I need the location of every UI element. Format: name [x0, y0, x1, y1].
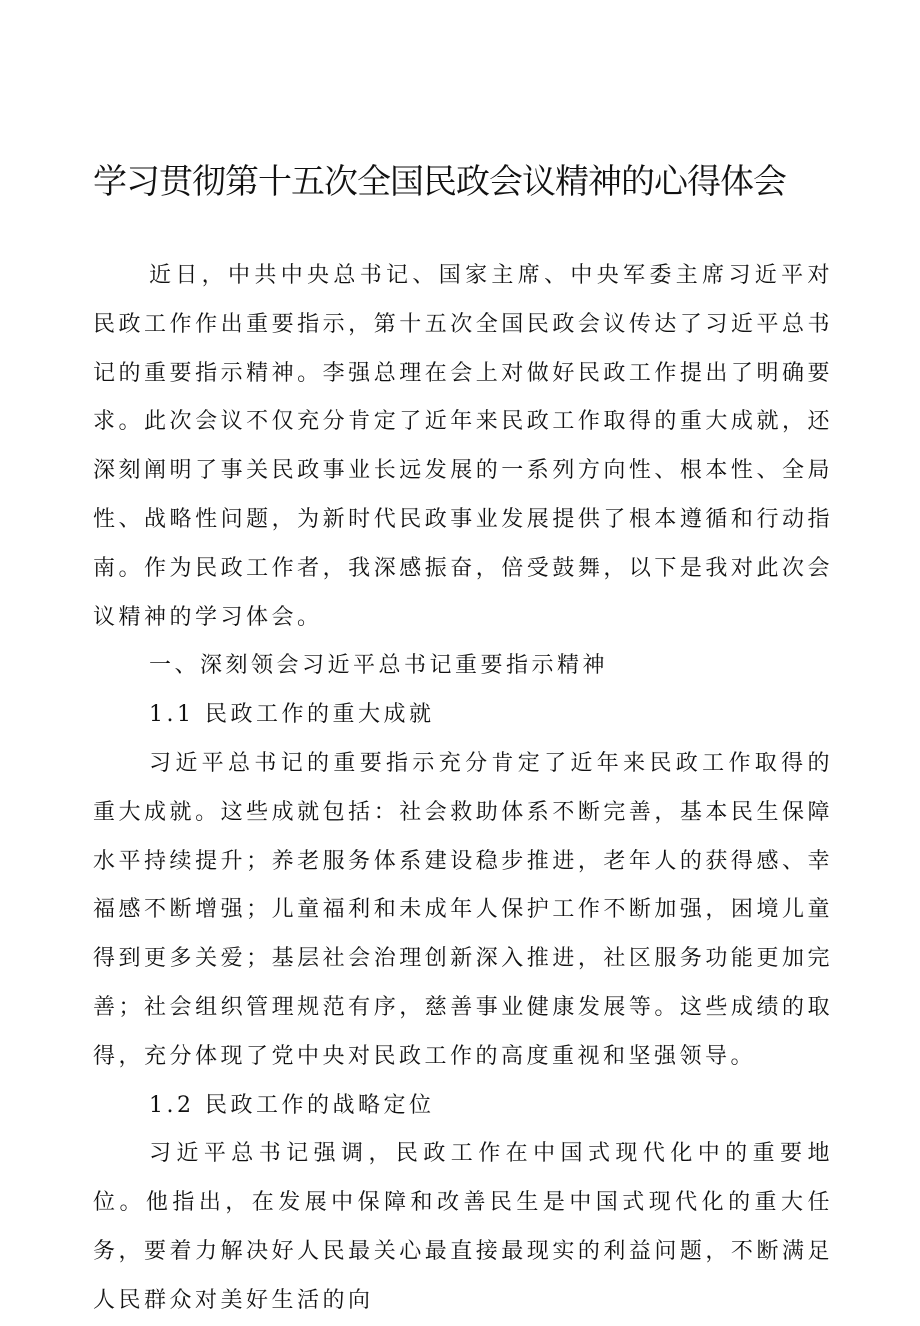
intro-paragraph: 近日，中共中央总书记、国家主席、中央军委主席习近平对民政工作作出重要指示，第十五次全国民政会议传达了习近平总书记的重要指示精神。李强总理在会上对做好民政工作提出了明确要求。此次会议不仅充分肯定了近年来民政工作取得的重大成就，还深刻阐明了事关民政事业长远发展的一系列方向性、根本性、全局性、战略性问题，为新时代民政事业发展提供了根本遵循和行动指南。作为民政工作者，我深感振奋，倍受鼓舞，以下是我对此次会议精神的学习体会。 — [93, 263, 833, 630]
subsection-1-2-paragraph: 习近平总书记强调，民政工作在中国式现代化中的重要地位。他指出，在发展中保障和改善民生是中国式现代化的重大任务，要着力解决好人民最关心最直接最现实的利益问题，不断满足人民群众对美好生活的向 — [93, 1141, 833, 1313]
document-body — [93, 252, 833, 1326]
subsection-1-2-heading: 1.2 民政工作的战略定位 — [149, 1092, 435, 1118]
subsection-1-1-heading: 1.1 民政工作的重大成就 — [149, 702, 435, 728]
document-title: 学习贯彻第十五次全国民政会议精神的心得体会 — [93, 162, 786, 202]
section-1-heading: 一、深刻领会习近平总书记重要指示精神 — [149, 653, 609, 679]
subsection-1-1-paragraph: 习近平总书记的重要指示充分肯定了近年来民政工作取得的重大成就。这些成就包括：社会救助体系不断完善，基本民生保障水平持续提升；养老服务体系建设稳步推进，老年人的获得感、幸福感不断增强；儿童福利和未成年人保护工作不断加强，困境儿童得到更多关爱；基层社会治理创新深入推进，社区服务功能更加完善；社会组织管理规范有序，慈善事业健康发展等。这些成绩的取得，充分体现了党中央对民政工作的高度重视和坚强领导。 — [93, 750, 833, 1069]
